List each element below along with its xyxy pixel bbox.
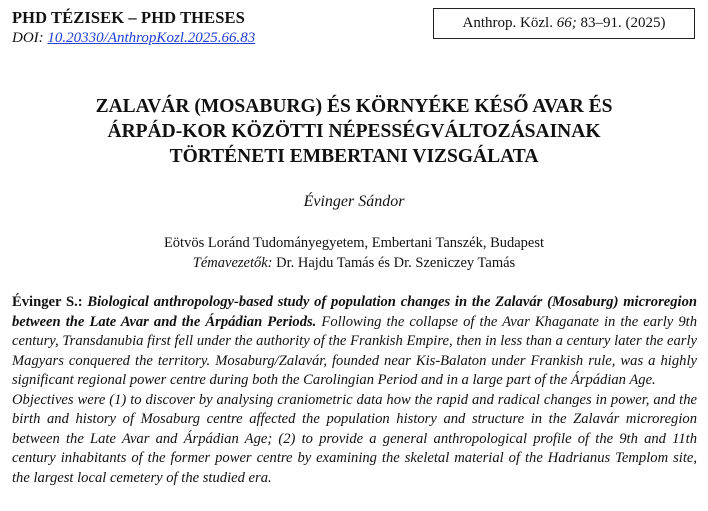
citation-pages: 83–91. (2025) xyxy=(576,15,666,31)
abstract-english-title: Biological anthropology-based study of population changes in the Zalavár (Mosaburg) microregion between the Late Avar and the Árpádian Periods. xyxy=(12,294,697,330)
citation-volume: 66; xyxy=(556,15,577,31)
author-name: Évinger Sándor xyxy=(303,193,405,210)
doi-label: DOI: xyxy=(12,30,48,46)
series-label: PHD TÉZISEK – PHD THESES xyxy=(12,8,245,27)
abstract-paragraph-1 xyxy=(12,293,697,391)
affiliation: Eötvös Loránd Tudományegyetem, Embertani Tanszék, Budapest xyxy=(163,235,545,251)
citation-box xyxy=(433,8,695,39)
doi-line xyxy=(12,30,255,47)
abstract xyxy=(12,293,697,488)
abstract-author-ref: Évinger S.: xyxy=(12,294,83,310)
supervisors: Dr. Hajdu Tamás és Dr. Szeniczey Tamás xyxy=(272,255,516,271)
affiliation-block xyxy=(0,233,708,273)
supervisors-label: Témavezetők: xyxy=(192,255,273,271)
supervisors-line xyxy=(0,253,708,273)
abstract-paragraph-2: Objectives were (1) to discover by analysing craniometric data how the rapid and radical changes in power, and the birth and history of Mosaburg centre affected the population history and structure in the Zalavár microregion between the Late Avar and Árpádian Age; (2) to provide a general anthropological profile of the 9th and 11th century inhabitants of the former power centre by examining the skeletal material of the Hadrianus Templom site, the largest local cemetery of the studied era. xyxy=(12,391,697,486)
abstract-text-1: Following the collapse of the Avar Khaganate in the early 9th century, Transdanubia first fell under the authority of the Frankish Empire, then in less than a century later the early Magyars conquered the territory. Mosaburg/Zalavár, founded near Kis-Balaton under Frankish rule, was a highly significant regional power centre during both the Carolingian Period and in a large part of the Árpádian Age. xyxy=(12,313,698,388)
title-line-2: ÁRPÁD-KOR KÖZÖTTI NÉPESSÉGVÁLTOZÁSAINAK xyxy=(107,121,601,142)
citation-journal: Anthrop. Közl. xyxy=(462,15,557,31)
title-line-1: ZALAVÁR (MOSABURG) ÉS KÖRNYÉKE KÉSŐ AVAR ÉS xyxy=(95,96,613,117)
doi-link[interactable]: 10.20330/AnthropKozl.2025.66.83 xyxy=(47,30,256,46)
title-line-3: TÖRTÉNETI EMBERTANI VIZSGÁLATA xyxy=(169,146,539,167)
paper-title xyxy=(20,94,688,169)
